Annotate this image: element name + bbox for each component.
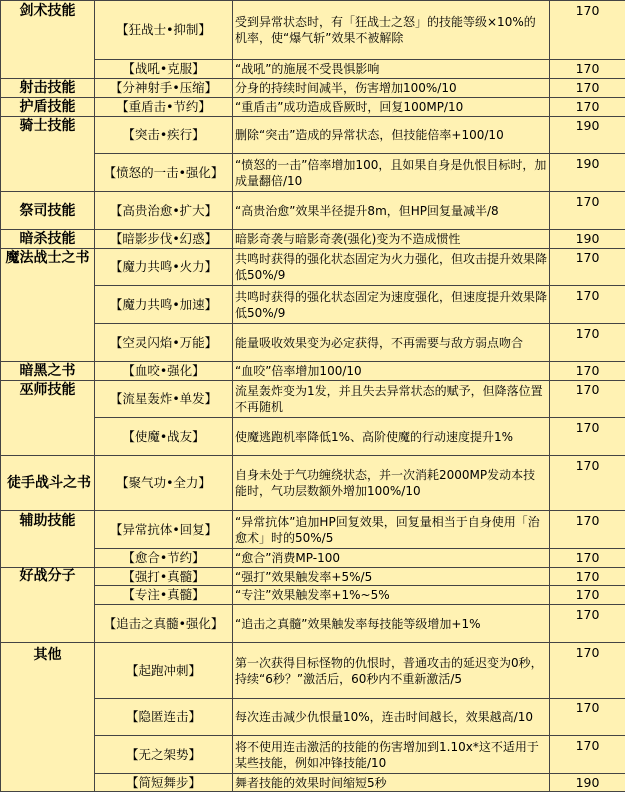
category-cell: 魔法战士之书 xyxy=(1,249,95,362)
table-row xyxy=(1,1,625,60)
table-row xyxy=(1,79,625,98)
category-cell: 暗黑之书 xyxy=(1,362,95,381)
level-cell: 170 xyxy=(550,60,625,79)
skill-cell: 【追击之真髓•强化】 xyxy=(95,605,233,643)
level-cell: 170 xyxy=(550,98,625,117)
level-cell: 170 xyxy=(550,511,625,549)
skill-cell: 【魔力共鸣•加速】 xyxy=(95,286,233,324)
desc-cell: 自身未处于气功缠绕状态，并一次消耗2000MP发动本技能时，气功层数额外增加100%/10 xyxy=(233,456,550,511)
level-cell: 190 xyxy=(550,117,625,154)
desc-cell: 删除“突击”造成的异常状态，但技能倍率+100/10 xyxy=(233,117,550,154)
table-row xyxy=(1,98,625,117)
skill-cell: 【血咬•强化】 xyxy=(95,362,233,381)
table-row xyxy=(1,230,625,249)
level-cell: 170 xyxy=(550,362,625,381)
table-row xyxy=(1,699,625,736)
level-cell: 170 xyxy=(550,249,625,286)
level-cell: 170 xyxy=(550,79,625,98)
desc-cell: 暗影奇袭与暗影奇袭(强化)变为不造成惯性 xyxy=(233,230,550,249)
category-cell: 护盾技能 xyxy=(1,98,95,117)
skill-cell: 【重盾击•节约】 xyxy=(95,98,233,117)
level-cell: 170 xyxy=(550,605,625,643)
category-cell: 暗杀技能 xyxy=(1,230,95,249)
level-cell: 170 xyxy=(550,192,625,230)
skill-cell: 【愤怒的一击•强化】 xyxy=(95,154,233,192)
level-cell: 190 xyxy=(550,774,625,792)
level-cell: 170 xyxy=(550,568,625,586)
level-cell: 170 xyxy=(550,324,625,362)
level-cell: 190 xyxy=(550,230,625,249)
desc-cell: 分身的持续时间减半，伤害增加100%/10 xyxy=(233,79,550,98)
table-row xyxy=(1,586,625,605)
desc-cell: 受到异常状态时，有「狂战士之怒」的技能等级×10%的机率，使“爆气斩”效果不被解除 xyxy=(233,1,550,60)
table-row xyxy=(1,511,625,549)
desc-cell: “异常抗体”追加HP回复效果，回复量相当于自身使用「治愈术」时的50%/5 xyxy=(233,511,550,549)
table-row xyxy=(1,362,625,381)
desc-cell: 共鸣时获得的强化状态固定为速度强化，但速度提升效果降低50%/9 xyxy=(233,286,550,324)
table-row xyxy=(1,456,625,511)
table-row xyxy=(1,154,625,192)
category-cell: 巫师技能 xyxy=(1,381,95,456)
desc-cell: “专注”效果触发率+1%~5% xyxy=(233,586,550,605)
skill-cell: 【异常抗体•回复】 xyxy=(95,511,233,549)
table-row xyxy=(1,192,625,230)
table-row xyxy=(1,418,625,456)
desc-cell: 每次连击减少仇恨量10%，连击时间越长，效果越高/10 xyxy=(233,699,550,736)
category-cell: 好战分子 xyxy=(1,568,95,643)
desc-cell: 流星轰炸变为1发，并且失去异常状态的赋予，但降落位置不再随机 xyxy=(233,381,550,418)
skill-cell: 【无之架势】 xyxy=(95,736,233,774)
level-cell: 170 xyxy=(550,586,625,605)
desc-cell: 第一次获得目标怪物的仇恨时，普通攻击的延迟变为0秒，持续“6秒？”激活后，60秒内不重新激活/5 xyxy=(233,643,550,699)
skill-cell: 【分神射手•压缩】 xyxy=(95,79,233,98)
desc-cell: 使魔逃跑机率降低1%、高阶使魔的行动速度提升1% xyxy=(233,418,550,456)
desc-cell: 能量吸收效果变为必定获得，不再需要与敌方弱点吻合 xyxy=(233,324,550,362)
skill-cell: 【狂战士•抑制】 xyxy=(95,1,233,60)
skill-cell: 【聚气功•全力】 xyxy=(95,456,233,511)
desc-cell: “愈合”消费MP-100 xyxy=(233,549,550,568)
table-row xyxy=(1,324,625,362)
level-cell: 170 xyxy=(550,456,625,511)
table-row xyxy=(1,286,625,324)
table-row xyxy=(1,774,625,792)
table-row xyxy=(1,381,625,418)
category-cell: 剑术技能 xyxy=(1,1,95,79)
level-cell: 190 xyxy=(550,154,625,192)
table-row xyxy=(1,117,625,154)
desc-cell: 舞者技能的效果时间缩短5秒 xyxy=(233,774,550,792)
skill-cell: 【起跑冲刺】 xyxy=(95,643,233,699)
skill-cell: 【突击•疾行】 xyxy=(95,117,233,154)
category-cell: 其他 xyxy=(1,643,95,792)
skill-cell: 【流星轰炸•单发】 xyxy=(95,381,233,418)
skill-cell: 【暗影步伐•幻惑】 xyxy=(95,230,233,249)
skill-cell: 【使魔•战友】 xyxy=(95,418,233,456)
table-row xyxy=(1,736,625,774)
desc-cell: “战吼”的施展不受畏惧影响 xyxy=(233,60,550,79)
category-cell: 骑士技能 xyxy=(1,117,95,192)
level-cell: 170 xyxy=(550,643,625,699)
table-row xyxy=(1,60,625,79)
level-cell: 170 xyxy=(550,418,625,456)
desc-cell: “愤怒的一击”倍率增加100，且如果自身是仇恨目标时，加成量翻倍/10 xyxy=(233,154,550,192)
skill-cell: 【强打•真髓】 xyxy=(95,568,233,586)
skill-cell: 【专注•真髓】 xyxy=(95,586,233,605)
skill-cell: 【空灵闪焰•万能】 xyxy=(95,324,233,362)
desc-cell: “血咬”倍率增加100/10 xyxy=(233,362,550,381)
category-cell: 辅助技能 xyxy=(1,511,95,568)
category-cell: 射击技能 xyxy=(1,79,95,98)
desc-cell: 将不使用连击激活的技能的伤害增加到1.10x*这不适用于某些技能，例如冲锋技能/10 xyxy=(233,736,550,774)
skill-cell: 【战吼•克服】 xyxy=(95,60,233,79)
level-cell: 170 xyxy=(550,699,625,736)
desc-cell: “追击之真髓”效果触发率每技能等级增加+1% xyxy=(233,605,550,643)
table-row xyxy=(1,549,625,568)
desc-cell: 共鸣时获得的强化状态固定为火力强化，但攻击提升效果降低50%/9 xyxy=(233,249,550,286)
table-row xyxy=(1,568,625,586)
skill-cell: 【魔力共鸣•火力】 xyxy=(95,249,233,286)
skill-cell: 【高贵治愈•扩大】 xyxy=(95,192,233,230)
desc-cell: “重盾击”成功造成昏厥时，回复100MP/10 xyxy=(233,98,550,117)
skill-cell: 【隐匿连击】 xyxy=(95,699,233,736)
category-cell: 徒手战斗之书 xyxy=(1,456,95,511)
level-cell: 170 xyxy=(550,1,625,60)
level-cell: 170 xyxy=(550,736,625,774)
skill-cell: 【简短舞步】 xyxy=(95,774,233,792)
table-row xyxy=(1,643,625,699)
level-cell: 170 xyxy=(550,286,625,324)
skill-cell: 【愈合•节约】 xyxy=(95,549,233,568)
desc-cell: “高贵治愈”效果半径提升8m，但HP回复量减半/8 xyxy=(233,192,550,230)
category-cell: 祭司技能 xyxy=(1,192,95,230)
table-row xyxy=(1,249,625,286)
level-cell: 170 xyxy=(550,549,625,568)
desc-cell: “强打”效果触发率+5%/5 xyxy=(233,568,550,586)
level-cell: 170 xyxy=(550,381,625,418)
table-row xyxy=(1,605,625,643)
